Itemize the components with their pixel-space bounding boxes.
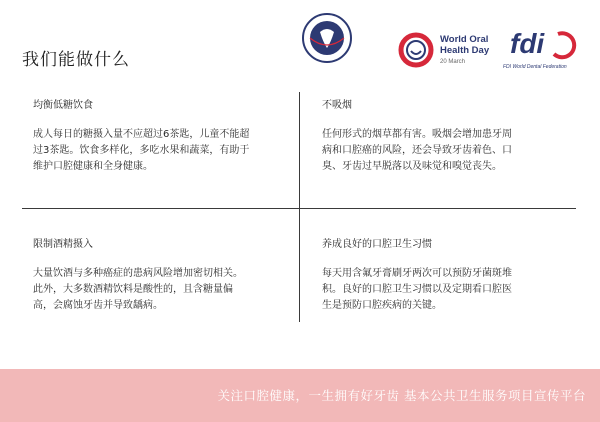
quadrant-line: 病和口腔癌的风险，还会导致牙齿着色、口 xyxy=(322,145,512,156)
svg-text:fdi: fdi xyxy=(510,28,545,59)
quadrant-hygiene xyxy=(322,235,572,314)
seal-logo-icon xyxy=(301,12,353,64)
quadrant-line: 任何形式的烟草都有害。吸烟会增加患牙周 xyxy=(322,129,512,140)
wohd-line-1: World Oral xyxy=(440,34,489,45)
quadrant-line: 过3茶匙。饮食多样化，多吃水果和蔬菜，有助于 xyxy=(33,145,250,156)
quadrant-alcohol xyxy=(33,235,283,314)
wohd-line-2: Health Day xyxy=(440,45,490,56)
fdi-subtitle: FDI World Dental Federation xyxy=(503,64,567,70)
quadrant-no-smoking xyxy=(322,96,572,175)
quadrant-heading: 限制酒精摄入 xyxy=(33,239,93,250)
quadrant-line: 高，会腐蚀牙齿并导致龋病。 xyxy=(33,300,163,311)
fdi-logo-icon xyxy=(508,26,578,60)
quadrant-line: 每天用含氟牙膏刷牙两次可以预防牙菌斑堆 xyxy=(322,268,512,279)
quadrant-line: 积。良好的口腔卫生习惯以及定期看口腔医 xyxy=(322,284,512,295)
world-oral-health-day-logo-icon xyxy=(398,32,434,68)
quadrant-heading: 均衡低糖饮食 xyxy=(33,100,93,111)
quadrant-line: 大量饮酒与多种癌症的患病风险增加密切相关。 xyxy=(33,268,243,279)
quadrant-line: 生是预防口腔疾病的关键。 xyxy=(322,300,442,311)
page-title: 我们能做什么 xyxy=(22,50,130,70)
quadrant-line: 维护口腔健康和全身健康。 xyxy=(33,161,153,172)
quadrant-diet xyxy=(33,96,283,175)
footer-banner xyxy=(0,369,600,422)
quadrant-line: 臭、牙齿过早脱落以及味觉和嗅觉丧失。 xyxy=(322,161,502,172)
horizontal-divider xyxy=(22,208,576,209)
quadrant-heading: 养成良好的口腔卫生习惯 xyxy=(322,239,432,250)
quadrant-heading: 不吸烟 xyxy=(322,100,352,111)
footer-text: 关注口腔健康，一生拥有好牙齿 基本公共卫生服务项目宣传平台 xyxy=(217,388,586,403)
wohd-logo-text xyxy=(440,34,489,56)
quadrant-line: 此外，大多数酒精饮料是酸性的，且含糖量偏 xyxy=(33,284,233,295)
wohd-date: 20 March xyxy=(440,59,466,65)
logo-bar xyxy=(0,12,600,72)
vertical-divider xyxy=(299,92,300,322)
quadrant-line: 成人每日的糖摄入量不应超过6茶匙，儿童不能超 xyxy=(33,129,250,140)
